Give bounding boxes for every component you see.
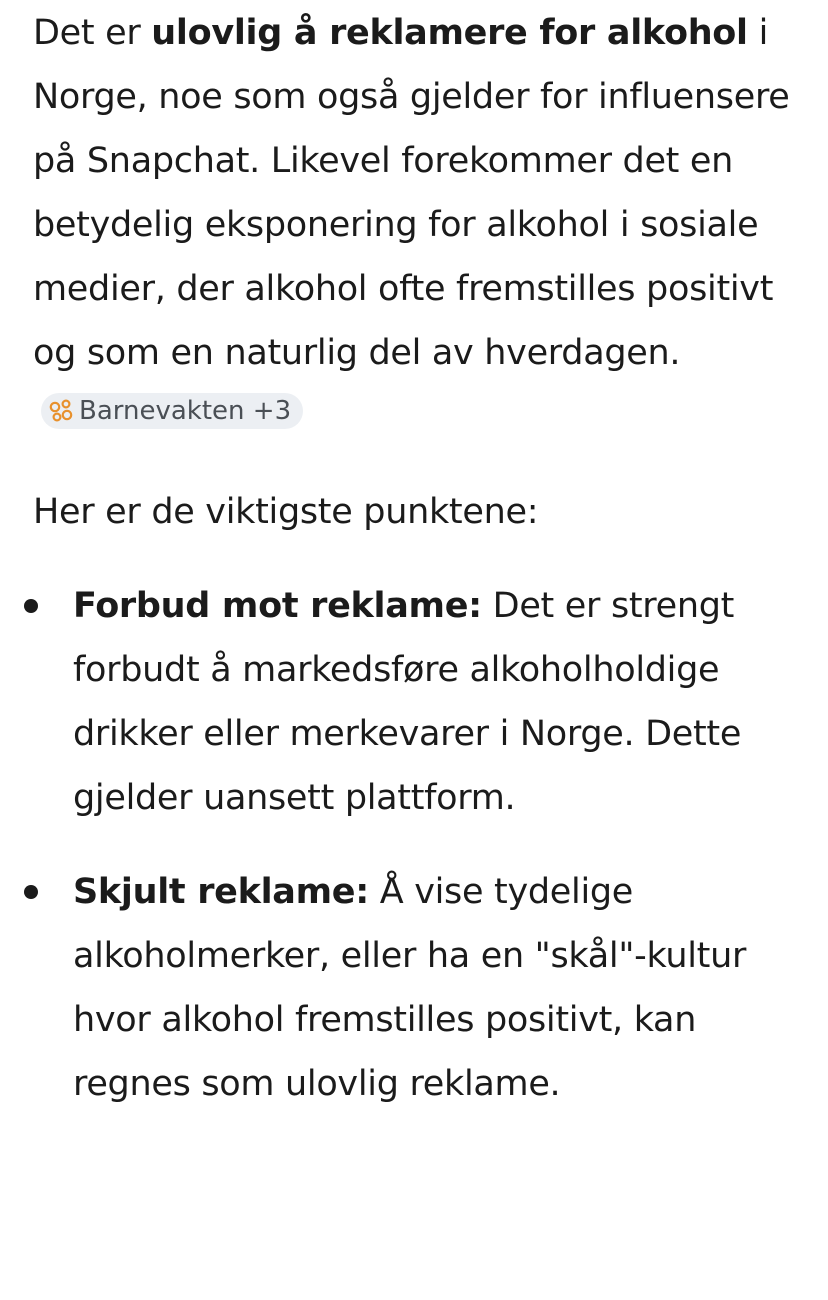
list-item: [0, 574, 803, 830]
key-points-list: [0, 574, 803, 1116]
list-item-title: Skjult reklame:: [73, 872, 369, 912]
list-item-text: Det er strengt forbudt å markedsføre alkoholholdige drikker eller merkevarer i Norge. Dette gjelder uansett plattform.: [73, 586, 742, 818]
paragraph-text-rest: i Norge, noe som også gjelder for influensere på Snapchat. Likevel forekommer det en betydelig eksponering for alkohol i sosiale medier, der alkohol ofte fremstilles positivt og som en naturlig del av hverdagen.: [33, 13, 790, 373]
paragraph-text-start: Det er: [33, 13, 152, 53]
source-chip-label: Barnevakten +3: [79, 396, 292, 426]
bullet-dot: [24, 599, 38, 613]
intro-paragraph: [33, 0, 803, 449]
list-item-text: Å vise tydelige alkoholmerker, eller ha en "skål"-kultur hvor alkohol fremstilles positivt, kan regnes som ulovlig reklame.: [73, 872, 747, 1104]
list-item: [0, 860, 803, 1116]
bullet-dot: [24, 885, 38, 899]
response-content: [33, 0, 803, 1116]
barnevakten-logo-icon: [47, 398, 75, 424]
list-item-title: Forbud mot reklame:: [73, 586, 482, 626]
source-chip[interactable]: [41, 393, 303, 429]
paragraph-bold-text: ulovlig å reklamere for alkohol: [151, 13, 748, 53]
list-intro-text: Her er de viktigste punktene:: [33, 492, 539, 532]
